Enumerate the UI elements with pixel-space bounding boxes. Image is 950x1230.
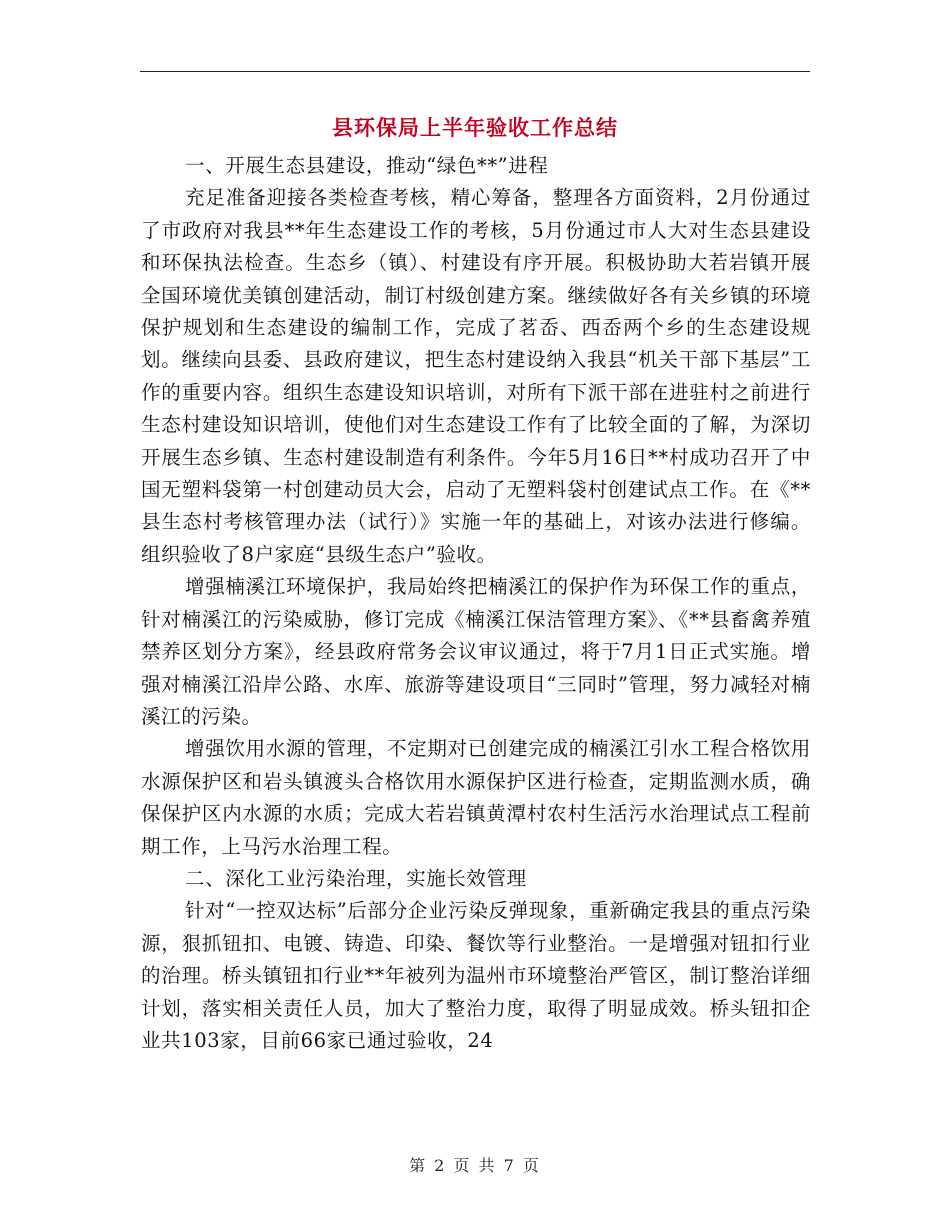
section-heading-2: 二、深化工业污染治理，实施长效管理 (185, 866, 527, 890)
document-title: 县环保局上半年验收工作总结 (332, 116, 618, 140)
paragraph-2: 增强楠溪江环境保护，我局始终把楠溪江的保护作为环保工作的重点，针对楠溪江的污染威胁，修订完成《楠溪江保洁管理方案》、《**县畜禽养殖禁养区划分方案》，经县政府常务会议审议通过，将于7月1日正式实施。增强对楠溪江沿岸公路、水库、旅游等建设项目“三同时”管理，努力减轻对楠溪江的污染。 (141, 575, 811, 728)
header-rule (140, 71, 810, 72)
paragraph-3: 增强饮用水源的管理，不定期对已创建完成的楠溪江引水工程合格饮用水源保护区和岩头镇渡头合格饮用水源保护区进行检查，定期监测水质，确保保护区内水源的水质；完成大若岩镇黄潭村农村生活污水治理试点工程前期工作，上马污水治理工程。 (141, 737, 811, 858)
paragraph-4: 针对“一控双达标”后部分企业污染反弹现象，重新确定我县的重点污染源，狠抓钮扣、电镀、铸造、印染、餐饮等行业整治。一是增强对钮扣行业的治理。桥头镇钮扣行业**年被列为温州市环境整治严管区，制订整治详细计划，落实相关责任人员，加大了整治力度，取得了明显成效。桥头钮扣企业共103家，目前66家已通过验收，24 (141, 899, 811, 1052)
paragraph-1: 充足准备迎接各类检查考核，精心筹备，整理各方面资料，2月份通过了市政府对我县**年生态建设工作的考核，5月份通过市人大对生态县建设和环保执法检查。生态乡（镇）、村建设有序开展。积极协助大若岩镇开展全国环境优美镇创建活动，制订村级创建方案。继续做好各有关乡镇的环境保护规划和生态建设的编制工作，完成了茗岙、西岙两个乡的生态建设规划。继续向县委、县政府建议，把生态村建设纳入我县“机关干部下基层”工作的重要内容。组织生态建设知识培训，对所有下派干部在进驻村之前进行生态村建设知识培训，使他们对生态建设工作有了比较全面的了解，为深切开展生态乡镇、生态村建设制造有利条件。今年5月16日**村成功召开了中国无塑料袋第一村创建动员大会，启动了无塑料袋村创建试点工作。在《**县生态村考核管理办法（试行）》实施一年的基础上，对该办法进行修编。组织验收了8户家庭“县级生态户”验收。 (141, 186, 811, 566)
page-footer: 第 2 页 共 7 页 (409, 1156, 541, 1175)
document-body (141, 150, 811, 1057)
section-heading-1: 一、开展生态县建设，推动“绿色**”进程 (185, 154, 549, 177)
